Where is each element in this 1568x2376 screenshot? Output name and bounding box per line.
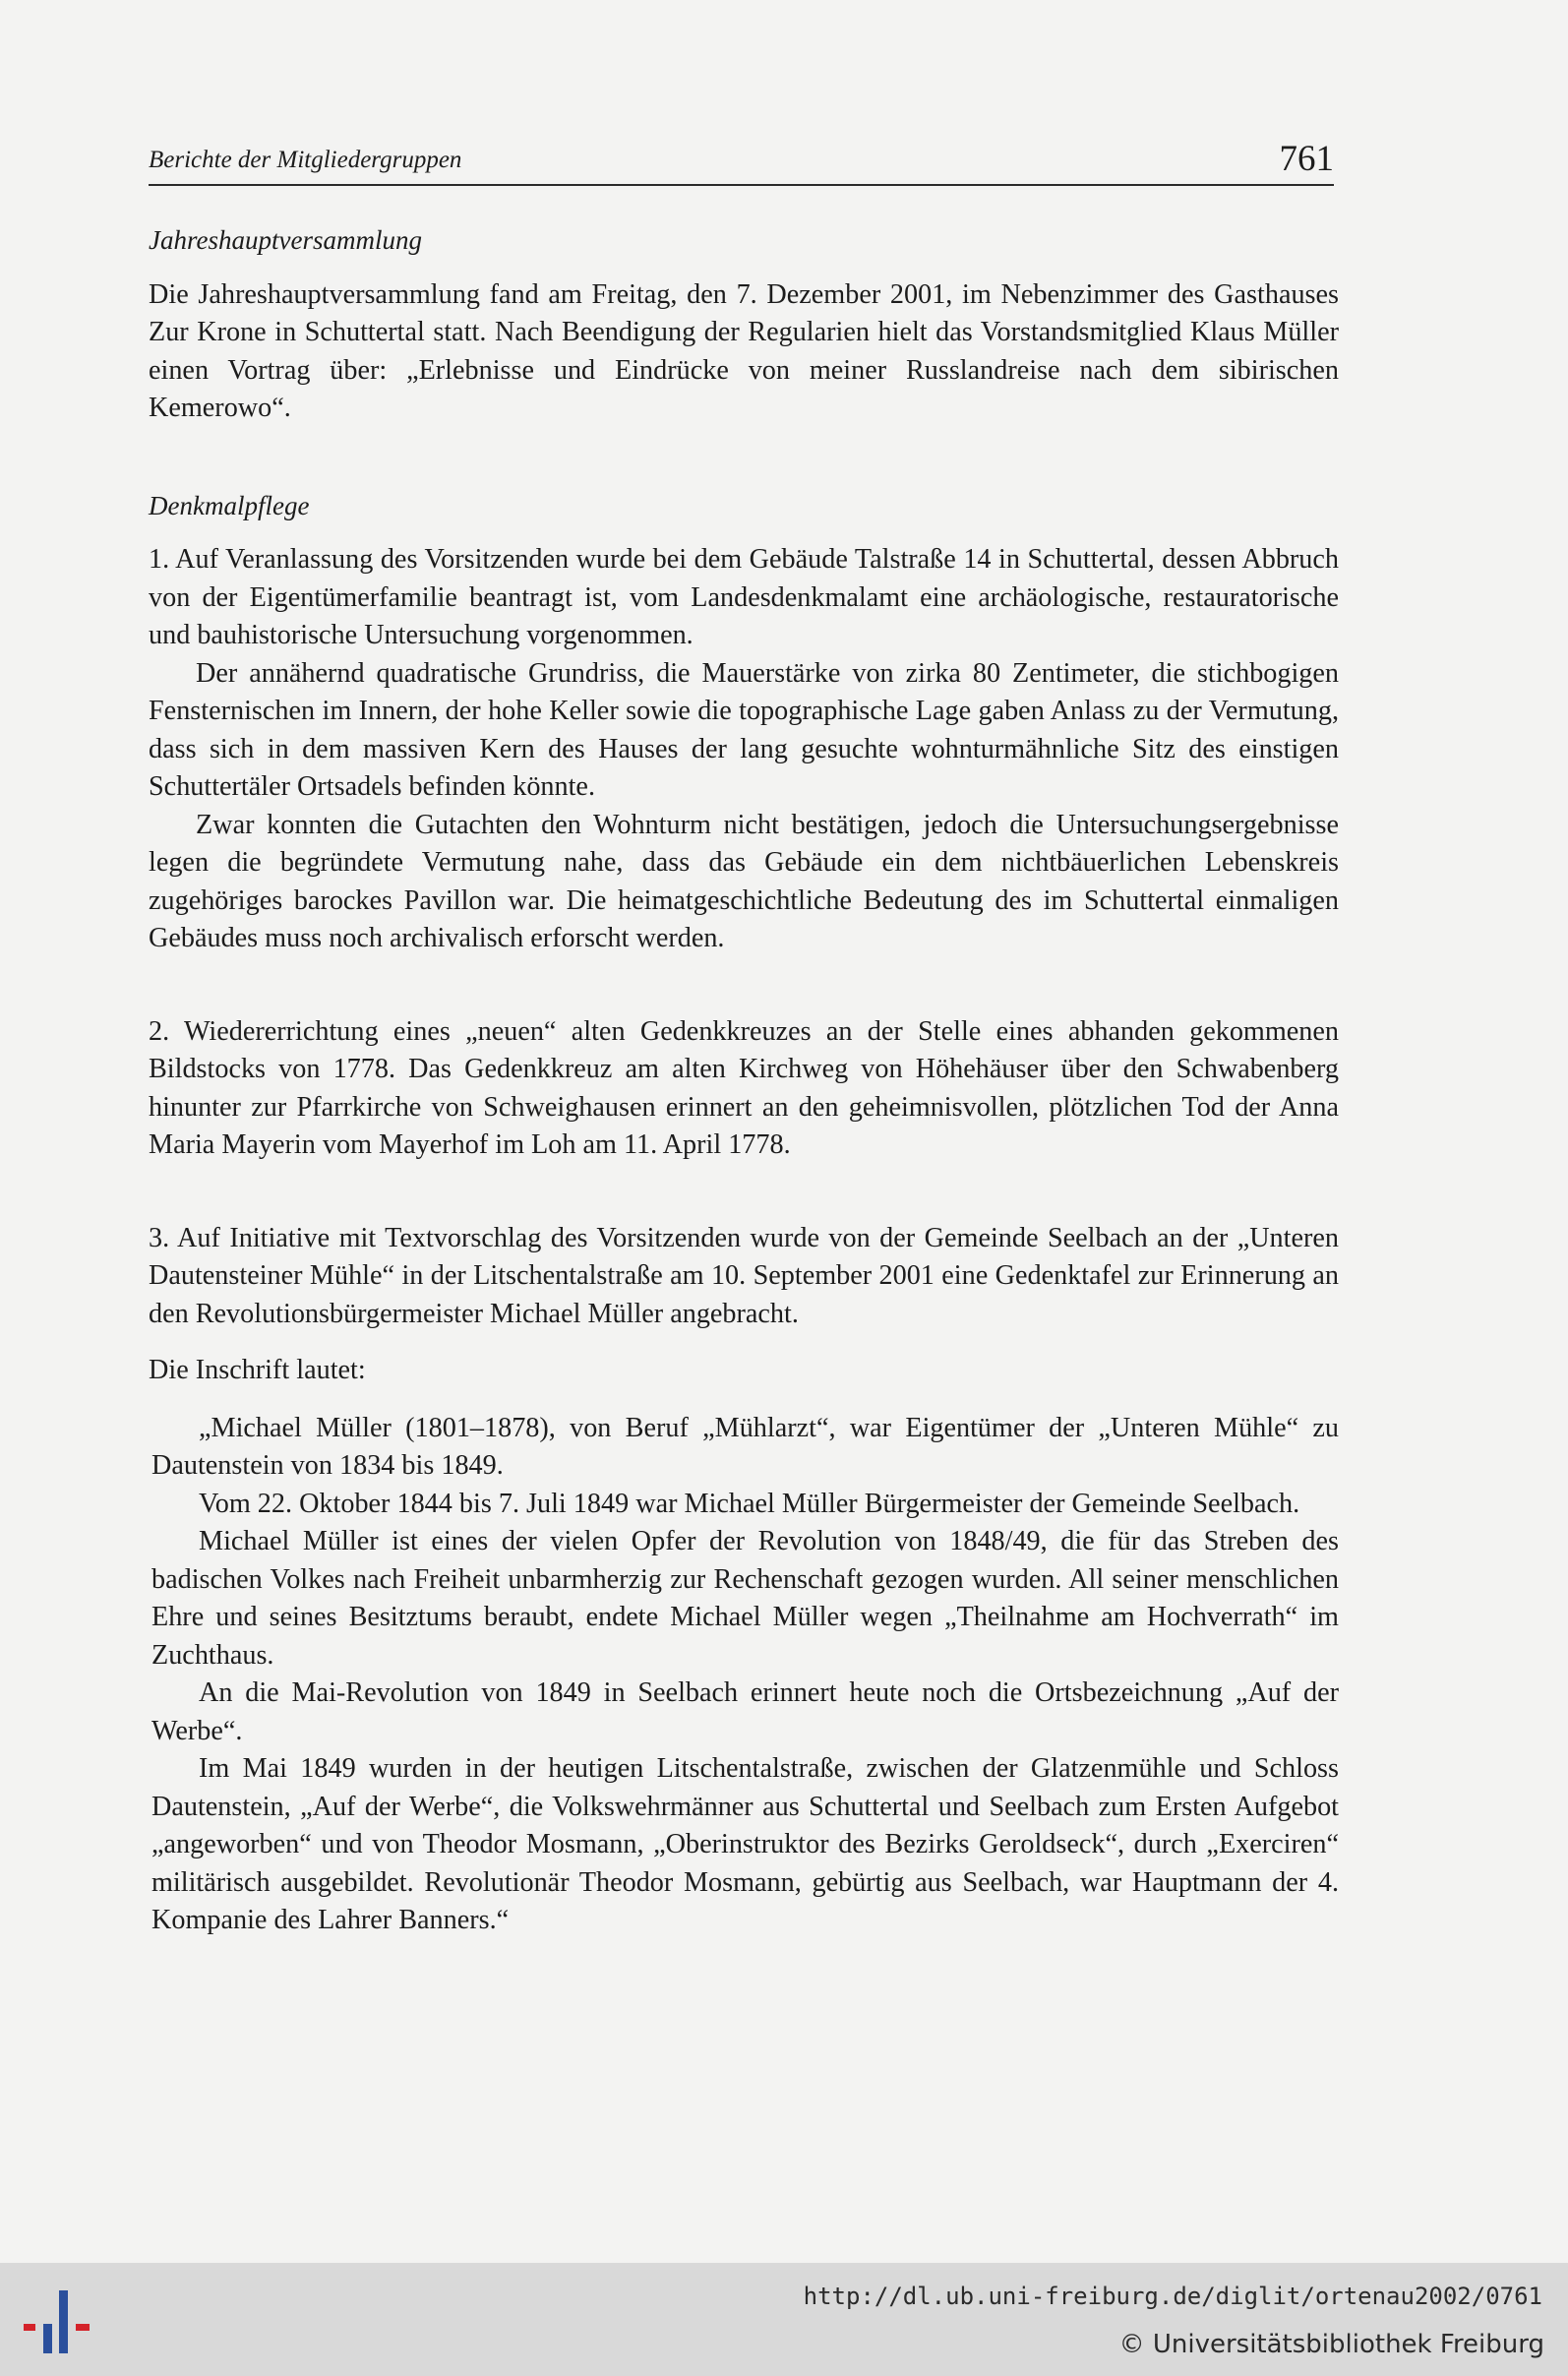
page-number: 761: [1279, 139, 1334, 179]
running-header-title: Berichte der Mitgliedergruppen: [149, 147, 462, 173]
footer-bar: [0, 2263, 1568, 2376]
paragraph-item3-gedenktafel: 3. Auf Initiative mit Textvorschlag des Vorsitzenden wurde von der Gemeinde Seelbach an der „Unteren Dautensteiner Mühle“ in der Litschentalstraße am 10. September 2001 eine Gedenktafel zur Erinnerung an den Revolutionsbürgermeister Michael Müller angebracht.: [149, 1222, 1339, 1329]
source-url-link[interactable]: http://dl.ub.uni-freiburg.de/diglit/ortenau2002/0761: [803, 2283, 1542, 2310]
running-header: [149, 133, 1334, 186]
quote-paragraph: Im Mai 1849 wurden in der heutigen Litschentalstraße, zwischen der Glatzenmühle und Schloss Dautenstein, „Auf der Werbe“, die Volkswehrmänner aus Schuttertal und Seelbach zum Ersten Aufgebot „angeworben“ und von Theodor Mosmann, „Oberinstruktor des Bezirks Geroldseck“, durch „Exerciren“ militärisch ausgebildet. Revolutionär Theodor Mosmann, gebürtig aus Seelbach, war Hauptmann der 4. Kompanie des Lahrer Banners.“: [151, 1753, 1339, 1935]
quote-paragraph: „Michael Müller (1801–1878), von Beruf „Mühlarzt“, war Eigentümer der „Unteren Mühle“ zu Dautenstein von 1834 bis 1849.: [151, 1412, 1339, 1481]
paragraph-item2-gedenkkreuz: 2. Wiedererrichtung eines „neuen“ alten Gedenkkreuzes an der Stelle eines abhanden gekommenen Bildstocks von 1778. Das Gedenkkreuz am alten Kirchweg von Höhehäuser über den Schwabenberg hinunter zur Pfarrkirche von Schweighausen erinnert an den geheimnisvollen, plötzlichen Tod der Anna Maria Mayerin vom Mayerhof im Loh am 11. April 1778.: [149, 1015, 1339, 1160]
section-title-denkmalpflege: Denkmalpflege: [149, 490, 310, 520]
quote-paragraph: Michael Müller ist eines der vielen Opfer der Revolution von 1848/49, die für das Streben des badischen Volkes nach Freiheit unbarmherzig zur Rechenschaft gezogen wurden. All seiner menschlichen Ehre und seines Besitztums beraubt, endete Michael Müller wegen „Theilnahme am Hochverrath“ im Zuchthaus.: [151, 1526, 1339, 1671]
paragraph-item1-grundriss: Der annähernd quadratische Grundriss, die Mauerstärke von zirka 80 Zentimeter, die stichbogigen Fensternischen im Innern, der hohe Keller sowie die topographische Lage gaben Anlass zu der Vermutung, dass sich in dem massiven Kern des Hauses der lang gesuchte wohnturmähnliche Sitz des einstigen Schuttertäler Ortsadels befinden könnte.: [149, 657, 1339, 802]
copyright-notice: © Universitätsbibliothek Freiburg: [1118, 2330, 1544, 2359]
quote-paragraph: Vom 22. Oktober 1844 bis 7. Juli 1849 war Michael Müller Bürgermeister der Gemeinde Seelbach.: [199, 1488, 1300, 1519]
section-title-jahreshauptversammlung: Jahreshauptversammlung: [149, 225, 422, 255]
inscription-quote: [151, 1410, 1339, 1940]
paragraph-jahreshauptversammlung: Die Jahreshauptversammlung fand am Freitag, den 7. Dezember 2001, im Nebenzimmer des Gasthauses Zur Krone in Schuttertal statt. Nach Beendigung der Regularien hielt das Vorstandsmitglied Klaus Müller einen Vortrag über: „Erlebnisse und Eindrücke von meiner Russlandreise nach dem sibirischen Kemerowo“.: [149, 278, 1339, 423]
page-body: [149, 221, 1339, 1940]
quote-paragraph: An die Mai-Revolution von 1849 in Seelbach erinnert heute noch die Ortsbezeichnung „Auf der Werbe“.: [151, 1677, 1339, 1746]
inscription-lead: Die Inschrift lautet:: [149, 1355, 366, 1385]
ub-freiburg-logo-icon: [22, 2285, 100, 2359]
paragraph-item1-gutachten: Zwar konnten die Gutachten den Wohnturm nicht bestätigen, jedoch die Untersuchungsergebnisse legen die begründete Vermutung nahe, dass das Gebäude ein dem nichtbäuerlichen Lebenskreis zugehöriges barockes Pavillon war. Die heimatgeschichtliche Bedeutung des im Schuttertal einmaligen Gebäudes muss noch archivalisch erforscht werden.: [149, 809, 1339, 953]
paragraph-item1-intro: 1. Auf Veranlassung des Vorsitzenden wurde bei dem Gebäude Talstraße 14 in Schuttertal, dessen Abbruch von der Eigentümerfamilie beantragt ist, vom Landesdenkmalamt eine archäologische, restauratorische und bauhistorische Untersuchung vorgenommen.: [149, 544, 1339, 650]
